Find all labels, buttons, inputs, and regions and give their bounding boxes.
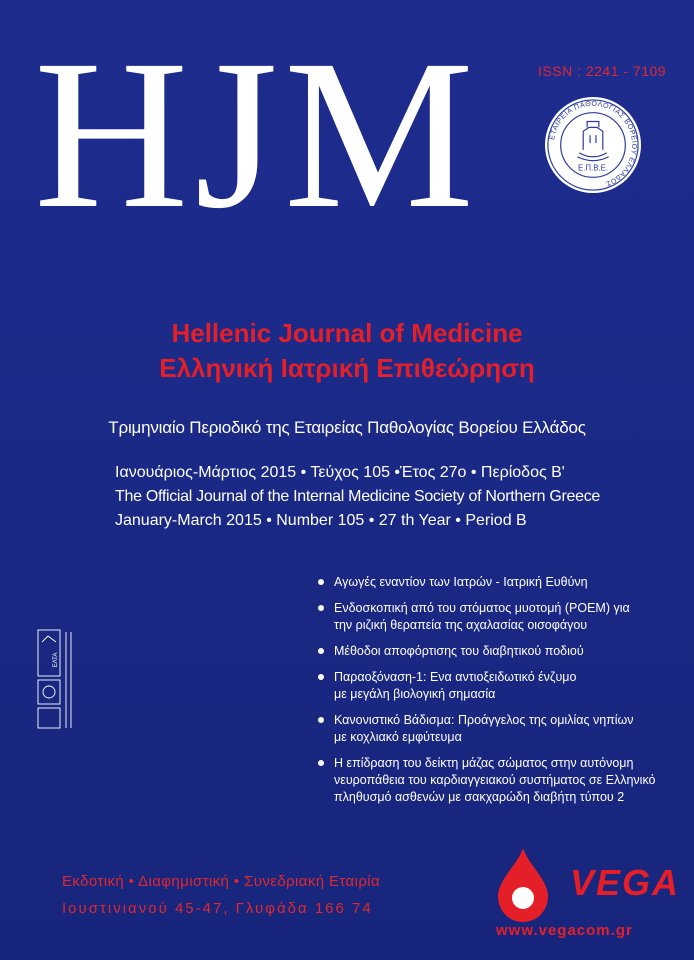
publisher-address: Ιουστινιανού 45-47, Γλυφάδα 166 74: [62, 900, 373, 917]
publisher-description: Εκδοτική • Διαφημιστική • Συνεδριακή Εταιρία: [62, 873, 381, 890]
seal-center-text: Ε.Π.Β.Ε.: [577, 163, 609, 173]
contents-item-line: Ενδοσκοπική από του στόματος μυοτομή (POEM) για: [334, 601, 630, 615]
contents-item-line: Κανονιστικό Βάδισμα: Προάγγελος της ομιλίας νηπίων: [334, 713, 634, 727]
contents-item: [318, 643, 688, 660]
contents-item: [318, 600, 688, 634]
publisher-brand: VEGA: [570, 862, 681, 903]
bullet-icon: [318, 605, 324, 611]
contents-item: [318, 712, 688, 746]
publisher-url[interactable]: www.vegacom.gr: [496, 922, 633, 939]
issue-info-official: The Official Journal of the Internal Medicine Society of Northern Greece: [115, 488, 601, 505]
vega-drop-logo-icon: [494, 846, 552, 924]
journal-subtitle: Τριμηνιαίο Περιοδικό της Εταιρείας Παθολογίας Βορείου Ελλάδος: [108, 418, 586, 437]
contents-item-line: Παραοξόναση-1: Ενα αντιοξειδωτικό ένζυμο: [334, 670, 577, 684]
journal-title-greek: Ελληνική Ιατρική Επιθεώρηση: [159, 353, 535, 383]
contents-item-line: Αγωγές εναντίον των Ιατρών - Ιατρική Ευθύνη: [334, 575, 588, 589]
issue-info-english: January-March 2015 • Number 105 • 27 th Year • Period B: [115, 512, 527, 529]
contents-list: [318, 574, 688, 815]
issn-number: ISSN : 2241 - 7109: [538, 63, 667, 79]
contents-item: [318, 755, 688, 806]
stamp-label: ΕΛΤΑ: [53, 652, 59, 668]
society-seal-icon: [544, 96, 642, 194]
contents-item-line: με μεγάλη βιολογική σημασία: [334, 687, 496, 701]
contents-item-line: με κοχλιακό εμφύτευμα: [334, 730, 462, 744]
bullet-icon: [318, 717, 324, 723]
bullet-icon: [318, 760, 324, 766]
contents-item-line: νευροπάθεια του καρδιαγγειακού συστήματος σε Ελληνικό: [334, 773, 656, 787]
contents-item-line: Μέθοδοι αποφόρτισης του διαβητικού ποδιού: [334, 644, 584, 658]
journal-title-english: Hellenic Journal of Medicine: [171, 318, 523, 348]
contents-item: [318, 574, 688, 591]
bullet-icon: [318, 648, 324, 654]
contents-item-line: την ριζική θεραπεία της αχαλασίας οισοφάγου: [334, 618, 588, 632]
contents-item-line: πληθυσμό ασθενών με σακχαρώδη διαβήτη τύπου 2: [334, 790, 625, 804]
contents-item-line: Η επίδραση του δείκτη μάζας σώματος στην αυτόνομη: [334, 756, 634, 770]
postal-stamp-icon: [36, 628, 76, 732]
issue-info-greek: Ιανουάριος-Μάρτιος 2015 • Τεύχος 105 •Έτος 27ο • Περίοδος Β': [115, 464, 565, 481]
bullet-icon: [318, 674, 324, 680]
contents-item: [318, 669, 688, 703]
bullet-icon: [318, 579, 324, 585]
seal-ring-text: ΕΤΑΙΡΕΙΑ ΠΑΘΟΛΟΓΙΑΣ ΒΟΡΕΙΟΥ ΕΛΛΑΔΟΣ: [549, 100, 638, 188]
journal-logo: HJM: [34, 16, 481, 253]
